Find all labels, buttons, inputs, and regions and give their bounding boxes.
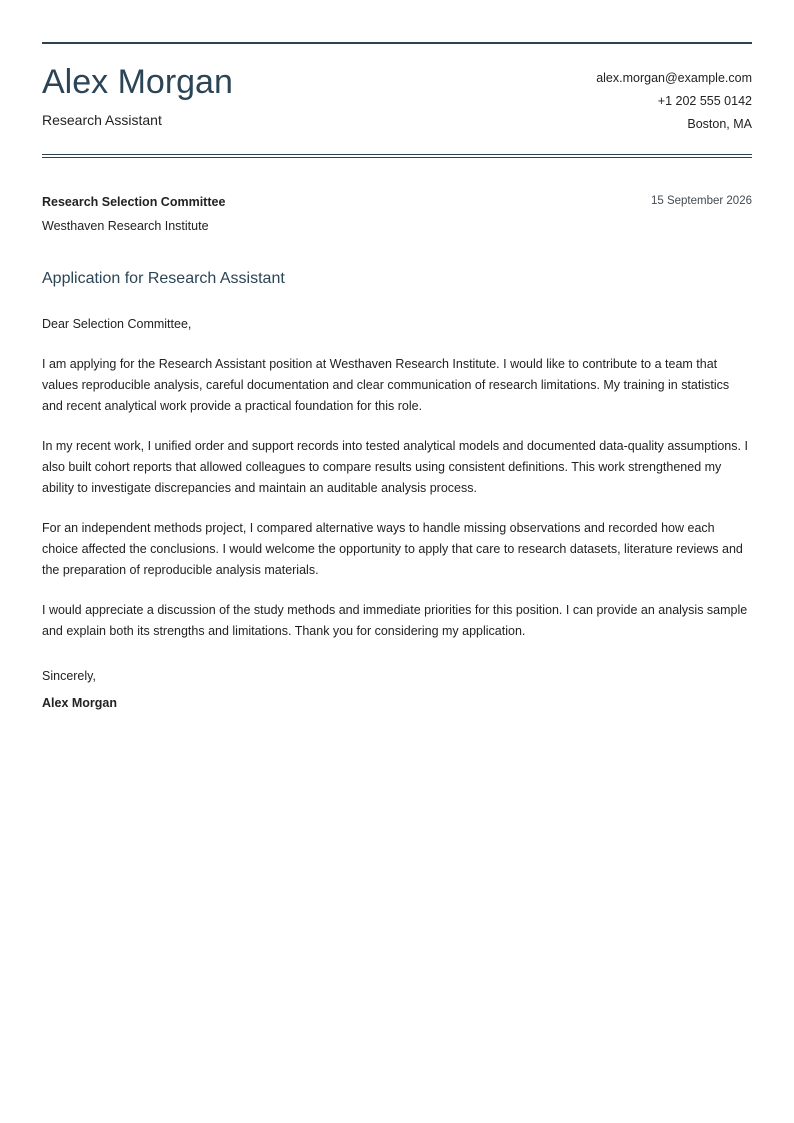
letter-body xyxy=(42,314,752,661)
header-bottom-rule-upper xyxy=(42,154,752,155)
contact-location: Boston, MA xyxy=(687,117,752,131)
letter-subject: Application for Research Assistant xyxy=(42,270,285,287)
recipient-organization: Westhaven Research Institute xyxy=(42,219,209,233)
contact-block xyxy=(596,67,752,136)
contact-phone: +1 202 555 0142 xyxy=(657,94,752,108)
applicant-role: Research Assistant xyxy=(42,112,162,128)
letter-date: 15 September 2026 xyxy=(650,195,752,207)
signoff: Sincerely, xyxy=(42,669,96,683)
body-paragraph-3: For an independent methods project, I compared alternative ways to handle missing observations and recorded how each choice affected the conclusions. I would welcome the opportunity to apply that care to research datasets, literature reviews and the preparation of reproducible analysis materials. xyxy=(42,521,743,577)
header-top-rule xyxy=(42,42,752,44)
body-paragraph-4: I would appreciate a discussion of the study methods and immediate priorities for this position. I can provide an analysis sample and explain both its strengths and limitations. Thank you for considering my application. xyxy=(42,603,748,638)
closing-block xyxy=(42,668,117,712)
body-paragraph-2: In my recent work, I unified order and support records into tested analytical models and documented data-quality assumptions. I also built cohort reports that allowed colleagues to compare results using consistent definitions. This work strengthened my ability to investigate discrepancies and maintain an auditable analysis process. xyxy=(42,439,748,495)
body-paragraph-1: I am applying for the Research Assistant position at Westhaven Research Institute. I would like to contribute to a team that values reproducible analysis, careful documentation and clear communication of research limitations. My training in statistics and recent analytical work provide a practical foundation for this role. xyxy=(42,357,730,413)
salutation: Dear Selection Committee, xyxy=(42,317,192,331)
cover-letter-page xyxy=(42,0,752,1123)
recipient-name: Research Selection Committee xyxy=(42,195,226,209)
recipient-block xyxy=(42,194,225,235)
applicant-name: Alex Morgan xyxy=(42,63,233,101)
header-bottom-rule-lower xyxy=(42,157,752,158)
signature-name: Alex Morgan xyxy=(42,696,118,710)
contact-email: alex.morgan@example.com xyxy=(596,71,752,85)
